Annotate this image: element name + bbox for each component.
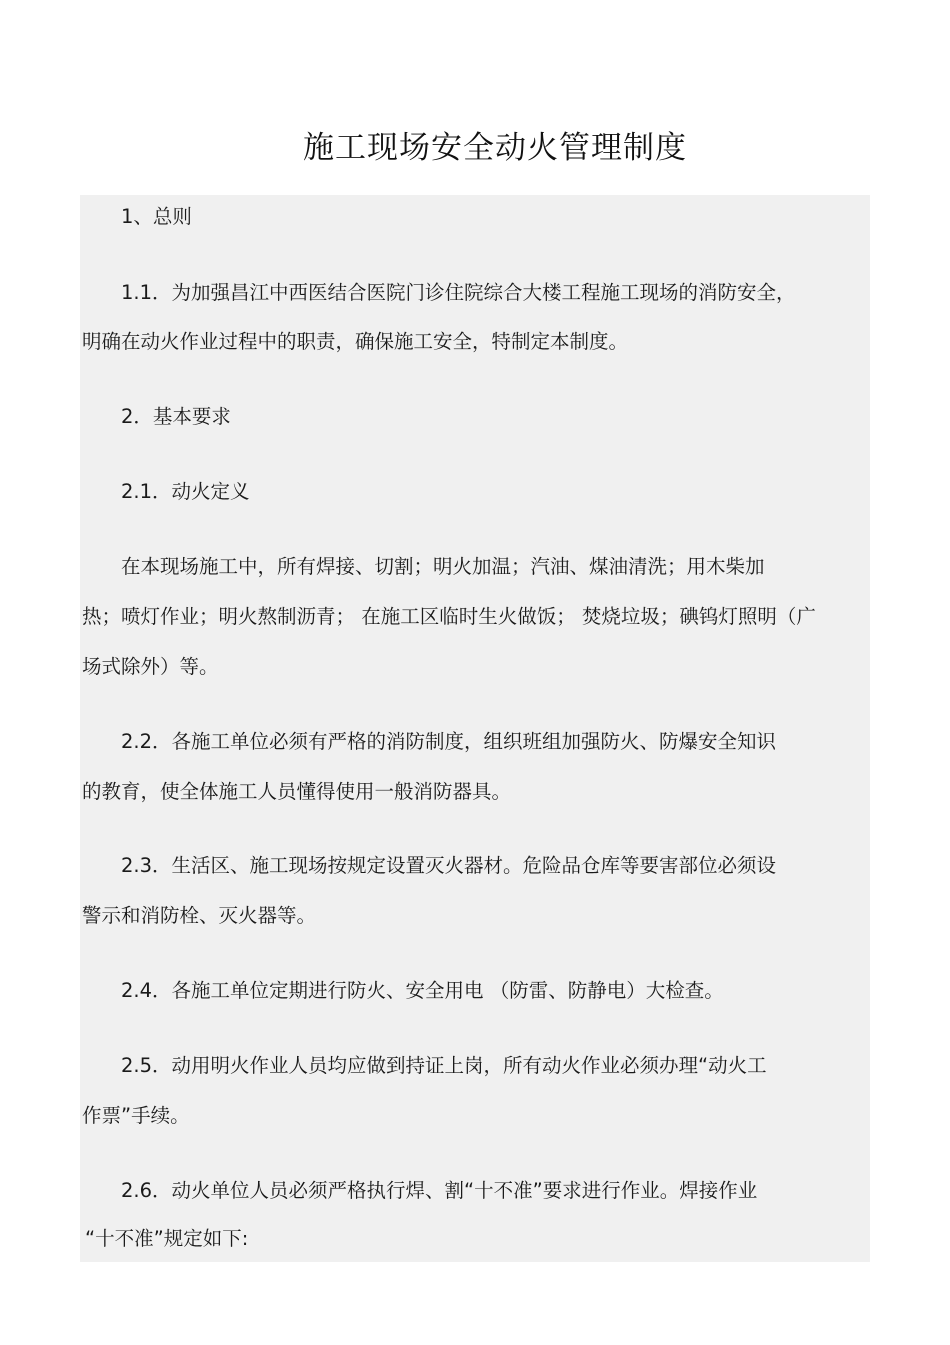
paragraph-line: 2.5．动用明火作业人员均应做到持证上岗，所有动火作业必须办理“动火工 <box>121 1054 767 1077</box>
paragraph-line: 1.1．为加强昌江中西医结合医院门诊住院综合大楼工程施工现场的消防安全， <box>121 281 796 304</box>
subsection-heading: 2.1．动火定义 <box>121 480 250 503</box>
paragraph-line: 热；喷灯作业；明火熬制沥青； 在施工区临时生火做饭； 焚烧垃圾；碘钨灯照明（广 <box>82 605 816 628</box>
paragraph-line: 2.3．生活区、施工现场按规定设置灭火器材。危险品仓库等要害部位必须设 <box>121 854 777 877</box>
document-title: 施工现场安全动火管理制度 <box>303 130 687 166</box>
paragraph-line: 2.4．各施工单位定期进行防火、安全用电 （防雷、防静电）大检查。 <box>121 979 724 1002</box>
paragraph-line: “十不准”规定如下: <box>85 1227 249 1250</box>
section-heading-requirements: 2．基本要求 <box>121 405 231 428</box>
paragraph-line: 2.2．各施工单位必须有严格的消防制度，组织班组加强防火、防爆安全知识 <box>121 730 777 753</box>
paragraph-line: 场式除外）等。 <box>82 655 219 678</box>
paragraph-line: 作票”手续。 <box>82 1104 190 1127</box>
section-heading-general: 1、总则 <box>121 205 192 228</box>
paragraph-line: 2.6．动火单位人员必须严格执行焊、割“十不准”要求进行作业。焊接作业 <box>121 1179 758 1202</box>
paragraph-line: 的教育，使全体施工人员懂得使用一般消防器具。 <box>82 780 512 803</box>
paragraph-line: 明确在动火作业过程中的职责，确保施工安全，特制定本制度。 <box>82 330 629 353</box>
paragraph-line: 警示和消防栓、灭火器等。 <box>82 904 317 927</box>
paragraph-line: 在本现场施工中，所有焊接、切割；明火加温；汽油、煤油清洗；用木柴加 <box>121 555 765 578</box>
